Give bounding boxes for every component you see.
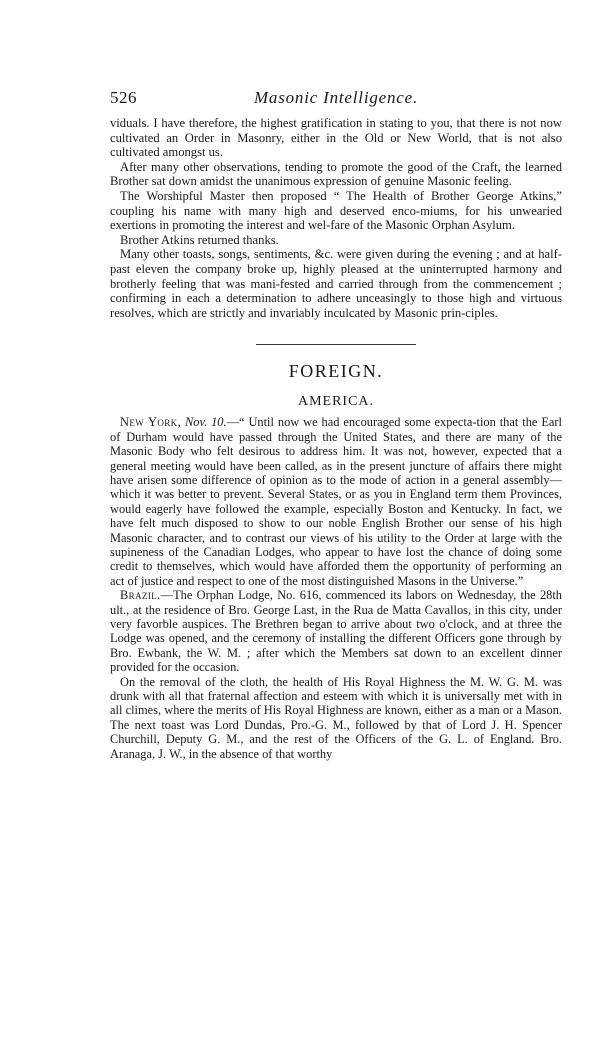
paragraph-new-york xyxy=(110,415,562,588)
paragraph-toast-atkins: The Worshipful Master then proposed “ The Health of Brother George Atkins,” coupling his name with many high and deserved enco-miums, for his unwearied exertions in promoting the interest and wel-fare of the Masonic Orphan Asylum. xyxy=(110,188,562,233)
section-subtitle-america: AMERICA. xyxy=(297,394,375,410)
section-divider xyxy=(256,344,416,345)
new-york-text: —“ Until now we had encouraged some expecta-tion that the Earl of Durham would have passed through the United States, and there are many of the Masonic Body who felt desirous to address him. It was not, however, expected that a general meeting would have been called, as in the present juncture of affairs there might have arisen some difference of opinion as to the mode of action in a general assembly—which it was better to prevent. Several States, or as you in England term them Provinces, would eagerly have followed the example, especially Boston and Kentucky. In fact, we have felt much disposed to show to our noble English Brother our sense of his high Masonic character, and to contrast our views of his utility to the Order at large with the supineness of the Canadian Lodges, who appear to have lost the chance of doing some credit to themselves, which would have afforded them the opportunity of performing an act of justice and respect to one of the most distinguished Masons in the Universe.” xyxy=(110,415,562,588)
page-number: 526 xyxy=(110,88,137,107)
new-york-date: Nov. 10. xyxy=(185,415,227,430)
paragraph-removal-of-cloth: On the removal of the cloth, the health of His Royal Highness the M. W. G. M. was drunk with all that fraternal affection and esteem with which it is universally met with in all climes, where the merits of His Royal Highness are known, either as a man or a Mason. The next toast was Lord Dundas, Pro.-G. M., followed by that of Lord J. H. Spencer Churchill, Deputy G. M., and the rest of the Officers of the G. L. of England. Bro. Aranaga, J. W., in the absence of that worthy xyxy=(110,674,562,761)
paragraph-observations: After many other observations, tending to promote the good of the Craft, the learned Brother sat down amidst the unanimous expression of genuine Masonic feeling. xyxy=(110,159,562,189)
brazil-text: —The Orphan Lodge, No. 616, commenced its labors on Wednesday, the 28th ult., at the residence of Bro. George Last, in the Rua de Matta Cavallos, in this city, under very favorble auspices. The Brethren began to arrive about two o'clock, and at three the Lodge was opened, and the ceremony of installing the different Officers gone through by Bro. Ewbank, the W. M. ; after which the Members sat down to an excellent dinner provided for the occasion. xyxy=(110,588,562,675)
section-title-foreign: FOREIGN. xyxy=(288,361,384,382)
running-title: Masonic Intelligence. xyxy=(253,88,419,107)
page xyxy=(110,88,562,761)
paragraph-atkins-thanks: Brother Atkins returned thanks. xyxy=(120,232,279,247)
running-head xyxy=(110,88,562,110)
new-york-lead: New York, xyxy=(120,415,182,430)
paragraph-brazil xyxy=(110,588,562,674)
paragraph-evening-close: Many other toasts, songs, sentiments, &c. were given during the evening ; and at half-past eleven the company broke up, highly pleased at the uninterrupted harmony and brotherly feeling that was mani-fested and carried through from the commencement ; confirming in each a determination to adhere unceasingly to those high and virtuous resolves, which are strictly and invariably inculcated by Masonic prin-ciples. xyxy=(110,247,562,320)
paragraph-speech-end: viduals. I have therefore, the highest gratification in stating to you, that there is not now cultivated an Order in Masonry, either in the Old or New World, that is not also cultivated amongst us. xyxy=(110,116,562,160)
brazil-lead: Brazil. xyxy=(120,588,161,603)
